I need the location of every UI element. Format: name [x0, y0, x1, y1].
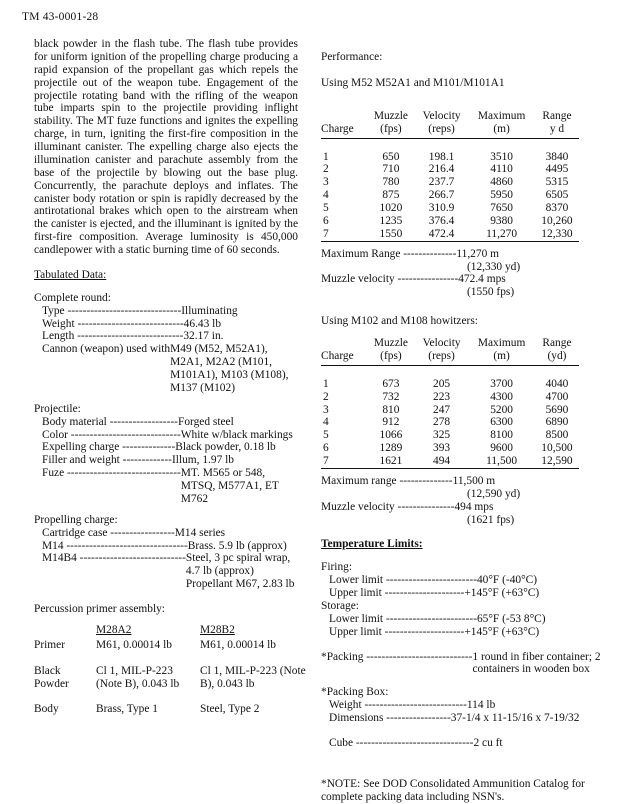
spec-key: Color -----------------------------	[42, 428, 181, 441]
table-cell: 4495	[545, 163, 569, 176]
summary-key: Maximum range --------------	[321, 474, 453, 487]
spec-key: Type ------------------------------	[42, 304, 182, 317]
spec-key: Weight ----------------------------	[42, 317, 184, 330]
table-header-cell: y d	[535, 123, 579, 138]
spec-key: Body material ------------------	[42, 415, 178, 428]
table-row	[321, 228, 579, 241]
intro-paragraph: black powder in the flash tube. The flash tube provides for uniform ignition of the propelling charge producing a rapid expansion of the propellant gas which repels the projectile out of the weapon tube. Engagement of the projectile rotating band with the rifling of the weapon tube imparts spin to the projectile providing inflight stability. The MT fuze functions and ignites the expelling charge, in turn, igniting the first-fire composition in the illuminant canister. The expelling charge also ejects the illumination canister and parachute assembly from the base of the projectile by blowing out the base plug. Concurrently, the parachute deploys and inflates. The canister body rotation or spin is rapidly decreased by the antirotational brakes which open to the airstream when the canister is ejected, and the illuminant is ignited by the first-fire composition. Average luminosity is 450,000 candlepower with a static burning time of 60 seconds.	[34, 38, 298, 256]
table-header-cell: Muzzle	[373, 109, 408, 122]
table2-body	[321, 365, 579, 468]
table-cell: 4300	[490, 390, 513, 403]
table-cell: 10,260	[541, 214, 573, 227]
spec-key: Expelling charge --------------	[42, 441, 176, 454]
table-header-cell: Maximum	[477, 337, 526, 349]
performance-table-1	[321, 110, 579, 242]
spec-value: 32.17 in.	[183, 330, 224, 343]
complete-round-list	[34, 305, 298, 395]
table-header-row	[321, 123, 579, 138]
storage-list	[321, 613, 613, 639]
table-row	[321, 176, 579, 189]
spec-row	[329, 626, 613, 639]
table-cell: 1066	[379, 429, 403, 442]
summary-sub-value: (1550 fps)	[467, 286, 515, 299]
spec-value: M49 (M52, M52A1), M2A1, M2A2 (M101, M101A1), M103 (M108), M137 (M102)	[170, 343, 289, 394]
table-cell: 198.1	[428, 150, 455, 163]
document-id: TM 43-0001-28	[22, 11, 99, 23]
spec-value: Brass. 5.9 lb (approx)	[187, 539, 287, 552]
table-cell: 8100	[490, 429, 513, 442]
table-cell: 472.4	[415, 228, 468, 241]
spec-row	[42, 552, 298, 591]
table-cell: 912	[382, 416, 400, 429]
spec-row	[42, 540, 298, 553]
table-cell: 5	[323, 202, 329, 214]
table-cell: 5950	[490, 189, 513, 202]
table-cell: 5690	[545, 403, 569, 416]
summary-key: Maximum Range --------------	[321, 247, 457, 260]
tabulated-data-heading: Tabulated Data:	[34, 268, 107, 281]
table-row	[321, 365, 579, 390]
firing-label: Firing:	[321, 561, 353, 574]
table-cell: 6	[323, 214, 329, 227]
table-header-cell: (m)	[468, 350, 535, 365]
table-cell: 11,500	[468, 455, 535, 468]
spec-key: Weight ---------------------------	[329, 699, 467, 712]
firing-list	[321, 574, 613, 600]
spec-row	[329, 712, 613, 725]
table-cell: 6300	[490, 416, 513, 429]
table-cell: 310.9	[428, 202, 455, 214]
primer-col-header: M28A2	[96, 623, 132, 636]
table-row	[321, 455, 579, 468]
spec-value: MT. M565 or 548, MTSQ, M577A1, ET M762	[180, 467, 279, 505]
table-cell: 5	[323, 429, 329, 442]
spec-value: +145°F (+63°C)	[464, 587, 540, 599]
spec-row	[42, 330, 298, 343]
table-header-cell: Range	[542, 109, 572, 122]
table-cell: 6890	[545, 416, 569, 429]
propelling-charge-label: Propelling charge:	[34, 513, 118, 526]
spec-key: Cartridge case -----------------	[42, 526, 175, 539]
spec-value: 2 cu ft	[473, 736, 503, 749]
spec-key: Cube -------------------------------	[329, 736, 474, 749]
primer-cell: Cl 1, MIL-P-223 (Note B), 0.043 lb	[200, 664, 306, 690]
table-header-cell: (fps)	[367, 350, 415, 365]
right-column	[321, 38, 613, 804]
table-header-cell: (m)	[468, 123, 535, 138]
spec-key: Length ----------------------------	[42, 330, 184, 343]
summary-sub-value: (12,590 yd)	[467, 487, 521, 500]
summary-sub-value: (1621 fps)	[467, 513, 515, 526]
table-cell: 3510	[490, 150, 513, 163]
table-cell: 9600	[490, 442, 513, 455]
spec-key: Lower limit -----------------------	[329, 612, 474, 625]
table-cell: 216.4	[428, 163, 455, 176]
spec-row	[42, 429, 298, 442]
table-cell: 1	[323, 150, 329, 163]
table-cell: 12,330	[535, 228, 579, 241]
primer-col-header: M28B2	[200, 623, 235, 636]
primer-cell: Steel, Type 2	[200, 703, 260, 716]
table-cell: 8370	[545, 202, 569, 214]
spec-value: +145°F (+63°C)	[464, 625, 540, 638]
primer-row-label: Black Powder	[34, 664, 69, 690]
table-cell: 247	[433, 403, 451, 416]
table-header-cell: Velocity	[422, 337, 461, 349]
table-cell: 8500	[545, 429, 569, 442]
table2-title: Using M102 and M108 howitzers:	[321, 315, 478, 328]
table-header-cell	[321, 337, 367, 350]
primer-cell: M61, 0.00014 lb	[96, 638, 172, 651]
spec-value: Forged steel	[177, 415, 234, 428]
spec-value: 114 lb	[466, 699, 496, 712]
table-cell: 810	[382, 403, 400, 416]
spec-value: -40°F (-40°C)	[473, 574, 538, 587]
table-cell: 7	[321, 228, 367, 241]
table-cell: 650	[382, 150, 400, 163]
spec-row	[42, 467, 298, 506]
primer-cell: M61, 0.00014 lb	[200, 638, 276, 651]
table-header-row	[321, 110, 579, 123]
spec-key: *Packing ----------------------------	[321, 650, 473, 663]
primer-row-label: Body	[34, 703, 59, 716]
table-cell: 4700	[545, 390, 569, 403]
spec-row	[42, 416, 298, 429]
table-cell: 494	[415, 455, 468, 468]
table-cell: 205	[433, 377, 451, 390]
table-cell: 1235	[379, 214, 403, 227]
table-header-row	[321, 337, 579, 350]
primer-corner	[34, 624, 96, 637]
table-cell: 1020	[379, 202, 403, 214]
summary-row	[321, 501, 613, 514]
summary-sub-value: (12,330 yd)	[467, 260, 521, 273]
table-cell: 10,500	[541, 442, 573, 455]
primer-table	[34, 623, 306, 716]
spec-row	[329, 574, 613, 587]
table-header-cell: Muzzle	[373, 337, 408, 349]
summary-row	[321, 248, 613, 261]
summary-row	[321, 273, 613, 286]
performance-table-2	[321, 337, 579, 469]
table-cell: 4860	[490, 176, 513, 189]
storage-label: Storage:	[321, 599, 359, 612]
table1-title: Using M52 M52A1 and M101/M101A1	[321, 76, 505, 89]
spec-row	[42, 454, 298, 467]
table-header-cell: (yd)	[535, 350, 579, 365]
table-cell: 673	[382, 377, 400, 390]
table-cell: 1621	[367, 455, 415, 468]
spec-row	[42, 305, 298, 318]
spec-value: Illuminating	[181, 304, 238, 317]
table-header-cell: Maximum	[477, 109, 526, 122]
table-header-cell: (reps)	[415, 123, 468, 138]
table-cell: 9380	[490, 214, 513, 227]
spec-key: Upper limit ---------------------	[329, 587, 465, 599]
complete-round-label: Complete round:	[34, 291, 111, 304]
table-row	[321, 215, 579, 228]
table-row	[321, 163, 579, 176]
summary-row	[321, 475, 613, 488]
performance-label: Performance:	[321, 51, 383, 63]
table-cell: 2	[323, 163, 329, 176]
table-cell: 4040	[545, 377, 569, 390]
spec-value: 37-1/4 x 11-15/16 x 7-19/32	[450, 712, 580, 724]
spec-value: M14 series	[174, 526, 226, 539]
table-cell: 5200	[490, 403, 513, 416]
spec-value: Steel, 3 pc spiral wrap, 4.7 lb (approx) Propellant M67, 2.83 lb	[185, 552, 295, 591]
summary-value: 11,270 m	[456, 247, 499, 260]
spec-row	[329, 587, 613, 600]
table-row	[321, 189, 579, 202]
table-cell: 780	[382, 176, 400, 189]
table-row	[321, 138, 579, 163]
table-cell: 1289	[379, 442, 403, 455]
primer-row-label: Primer	[34, 638, 66, 651]
table-header-cell: (fps)	[367, 123, 415, 138]
table-header-cell: Charge	[321, 123, 367, 138]
table-row	[321, 416, 579, 429]
table-cell: 223	[433, 390, 451, 403]
spec-row	[42, 441, 298, 454]
table-cell: 5315	[545, 176, 569, 189]
table-cell: 11,270	[468, 228, 535, 241]
spec-row	[329, 699, 613, 712]
table1-body	[321, 138, 579, 241]
spec-key: Filler and weight -------------	[42, 454, 172, 467]
spec-key: Lower limit -----------------------	[329, 574, 474, 587]
table-header-cell	[321, 110, 367, 123]
summary-value: 11,500 m	[452, 474, 496, 487]
summary-key: Muzzle velocity ----------------	[321, 273, 459, 286]
table-cell: 325	[433, 429, 451, 442]
table-cell: 4	[323, 189, 329, 202]
table-row	[321, 404, 579, 417]
table-row	[321, 391, 579, 404]
spec-row	[329, 613, 613, 626]
spec-key: M14B4 ----------------------------	[42, 552, 186, 565]
spec-value: White w/black markings	[180, 428, 293, 441]
packing-box-label: *Packing Box:	[321, 686, 389, 699]
table-cell: 278	[433, 416, 451, 429]
packing-row	[321, 651, 613, 677]
table-header-row	[321, 350, 579, 365]
table-cell: 3840	[545, 150, 569, 163]
table-header-cell: Range	[542, 337, 572, 349]
table2-summary	[321, 475, 613, 527]
table-cell: 3	[323, 403, 329, 416]
projectile-label: Projectile:	[34, 402, 81, 415]
spec-row	[42, 318, 298, 331]
table-cell: 12,590	[535, 455, 579, 468]
spec-row	[329, 737, 613, 750]
spec-key: Cannon (weapon) used with	[42, 343, 171, 356]
packing-note: *NOTE: See DOD Consolidated Ammunition Catalog for complete packing data including NSN's.	[321, 777, 585, 803]
primer-assembly-label: Percussion primer assembly:	[34, 603, 165, 615]
table-cell: 266.7	[428, 189, 455, 202]
projectile-list	[34, 416, 298, 506]
spec-value: 1 round in fiber container; 2 containers in wooden box	[472, 650, 601, 676]
table-cell: 3	[323, 176, 329, 189]
table-cell: 710	[382, 163, 400, 176]
temperature-limits-heading: Temperature Limits:	[321, 538, 423, 551]
table-header-cell: Velocity	[422, 109, 461, 122]
table-cell: 6505	[545, 189, 569, 202]
summary-key: Muzzle velocity ---------------	[321, 500, 455, 513]
table-cell: 2	[323, 390, 329, 403]
table-cell: 1550	[367, 228, 415, 241]
summary-value: 494 mps	[454, 500, 494, 513]
table-cell: 732	[382, 390, 400, 403]
table-cell: 6	[323, 442, 329, 455]
spec-key: Upper limit ---------------------	[329, 625, 465, 638]
table-cell: 393	[433, 442, 451, 455]
spec-value: -65°F (-53 8°C)	[473, 612, 546, 625]
table-cell: 376.4	[428, 214, 455, 227]
table-cell: 237.7	[428, 176, 455, 189]
spec-value: Black powder, 0.18 lb	[175, 441, 276, 454]
table-header-cell: Charge	[321, 350, 367, 365]
spec-key: Fuze ------------------------------	[42, 467, 181, 480]
propelling-charge-list	[34, 527, 298, 591]
table-row	[321, 429, 579, 442]
spec-row	[42, 527, 298, 540]
table-cell: 4	[323, 416, 329, 429]
spec-key: Dimensions -----------------	[329, 712, 451, 724]
primer-cell: Cl 1, MIL-P-223 (Note B), 0.043 lb	[96, 664, 180, 690]
packing-box-list	[321, 699, 613, 750]
spec-value: Illum, 1.97 lb	[171, 454, 234, 467]
table-row	[321, 202, 579, 215]
table-cell: 1	[323, 377, 329, 390]
table-cell: 7	[321, 455, 367, 468]
spec-row	[42, 343, 298, 395]
summary-value: 472.4 mps	[458, 273, 506, 286]
table-cell: 4110	[490, 163, 513, 176]
table-cell: 875	[382, 189, 400, 202]
table-header-cell: (reps)	[415, 350, 468, 365]
table-cell: 7650	[490, 202, 513, 214]
spec-value: 46.43 lb	[183, 317, 222, 330]
table-row	[321, 442, 579, 455]
table-cell: 3700	[490, 377, 513, 390]
spec-key: M14 --------------------------------	[42, 539, 188, 552]
table1-summary	[321, 248, 613, 300]
primer-cell: Brass, Type 1	[96, 703, 158, 716]
left-column	[34, 38, 306, 716]
